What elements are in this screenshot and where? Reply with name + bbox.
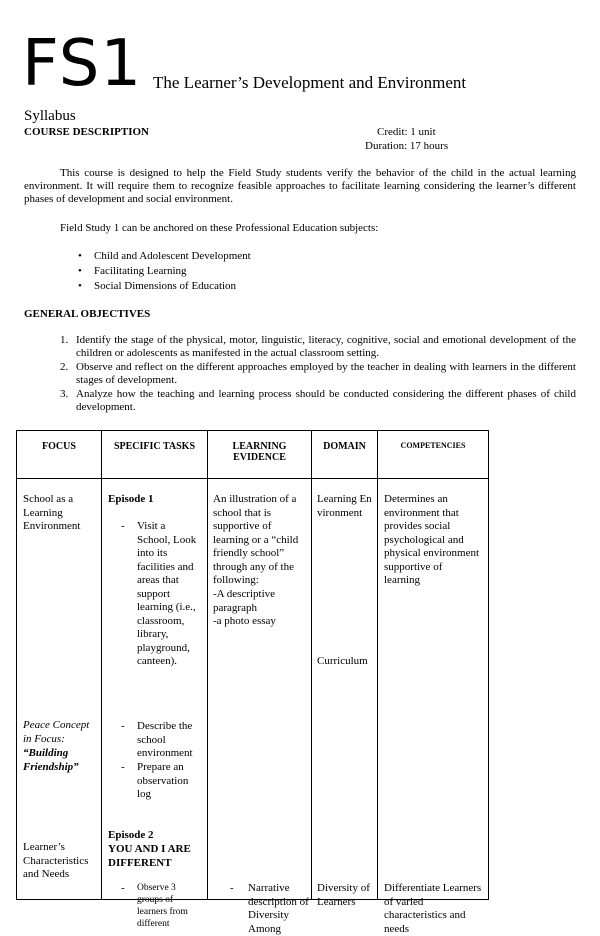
item-text: Observe and reflect on the different approaches employed by the teacher in dealing with learners in the different stages of development. [76, 361, 576, 386]
duration-hours: Duration: 17 hours [365, 140, 449, 152]
domain-text: Diversity of Learners [317, 882, 370, 908]
objectives-list [60, 334, 576, 415]
task-item: Describe the school environment [137, 720, 193, 759]
syllabus-label: Syllabus [24, 108, 76, 124]
task-item: Visit a School, Look into its facilities and areas that support learning (i.e., classroom, library, playground, canteen). [137, 520, 197, 667]
episode-subtitle: YOU AND I ARE DIFFERENT [108, 843, 191, 869]
focus-text: Learner’s Characteristics and Needs [23, 841, 89, 880]
peace-concept-value: “Building Friendship” [23, 747, 79, 773]
evidence-cell: An illustration of a school that is supportive of learning or a “child friendly school” through any of the following: -A descriptive paragraph -a photo essay - Narrative description of Diversity Among [208, 479, 312, 900]
subjects-list [78, 249, 251, 294]
focus-text: School as a Learning Environment [23, 493, 81, 532]
competencies-cell [378, 479, 489, 935]
evidence-option: -A descriptive paragraph [213, 588, 276, 614]
episode-title: Episode 2 [108, 829, 154, 841]
list-item [60, 388, 576, 414]
column-header: DOMAIN [312, 431, 378, 479]
column-header: SPECIFIC TASKS [102, 431, 208, 479]
list-item: • Child and Adolescent Development [78, 249, 251, 264]
item-number: 3. [60, 388, 69, 400]
course-code: FS1 [22, 27, 143, 101]
list-item: • Social Dimensions of Education [78, 279, 251, 294]
competency-text: Determines an environment that provides social psychological and physical environment supportive of learning [384, 493, 480, 586]
episode-title: Episode 1 [108, 493, 154, 505]
item-text: Identify the stage of the physical, motor, linguistic, literacy, cognitive, social and emotional development of the children or adolescents as manifested in the actual classroom setting. [76, 334, 576, 359]
item-number: 1. [60, 334, 69, 346]
item-number: 2. [60, 361, 69, 373]
item-text: Analyze how the teaching and learning process should be conducted considering the different phases of child development. [76, 388, 576, 413]
evidence-text: Narrative description of Diversity Among [248, 882, 309, 935]
list-item [60, 361, 576, 387]
evidence-option: -a photo essay [213, 615, 276, 627]
task-item: Prepare an observation log [137, 761, 189, 800]
column-header: LEARNING EVIDENCE [208, 431, 312, 479]
course-description-heading: COURSE DESCRIPTION [24, 126, 149, 138]
table-row [17, 479, 489, 900]
list-item [60, 334, 576, 360]
anchored-intro: Field Study 1 can be anchored on these Professional Education subjects: [60, 222, 379, 234]
domain-text: Learning Environment [317, 493, 372, 519]
course-title: The Learner’s Development and Environment [153, 73, 467, 92]
credit-units: Credit: 1 unit [377, 126, 436, 138]
table-header-row [17, 431, 489, 479]
general-objectives-heading: GENERAL OBJECTIVES [24, 308, 151, 320]
focus-cell [17, 479, 102, 900]
syllabus-table [16, 430, 489, 935]
task-item: Observe 3 groups of learners from different [137, 883, 188, 929]
domain-cell [312, 479, 378, 908]
peace-concept-label: Peace Concept in Focus: [23, 719, 90, 745]
list-item: • Facilitating Learning [78, 264, 251, 279]
column-header: FOCUS [17, 431, 102, 479]
domain-text: Curriculum [317, 655, 368, 667]
competency-text: Differentiate Learners of varied characteristics and needs [384, 882, 482, 935]
evidence-text: An illustration of a school that is supportive of learning or a “child friendly school” through any of the following: [213, 493, 299, 586]
column-header: COMPETENCIES [378, 431, 489, 479]
course-description-paragraph: This course is designed to help the Field Study students verify the behavior of the child in the actual learning environment. It will require them to recognize feasible approaches to facilitate learning considering the learner’s different phases of development and social environment. [24, 167, 576, 205]
tasks-cell: Episode 1 - Visit a School, Look into its facilities and areas that support learning (i.e., classroom, library, playground, canteen). - Describe the school environment - Prepare an observation log Episode 2 YOU AND I ARE DIFFERENT - Observe 3 groups of learners from different [102, 479, 208, 900]
